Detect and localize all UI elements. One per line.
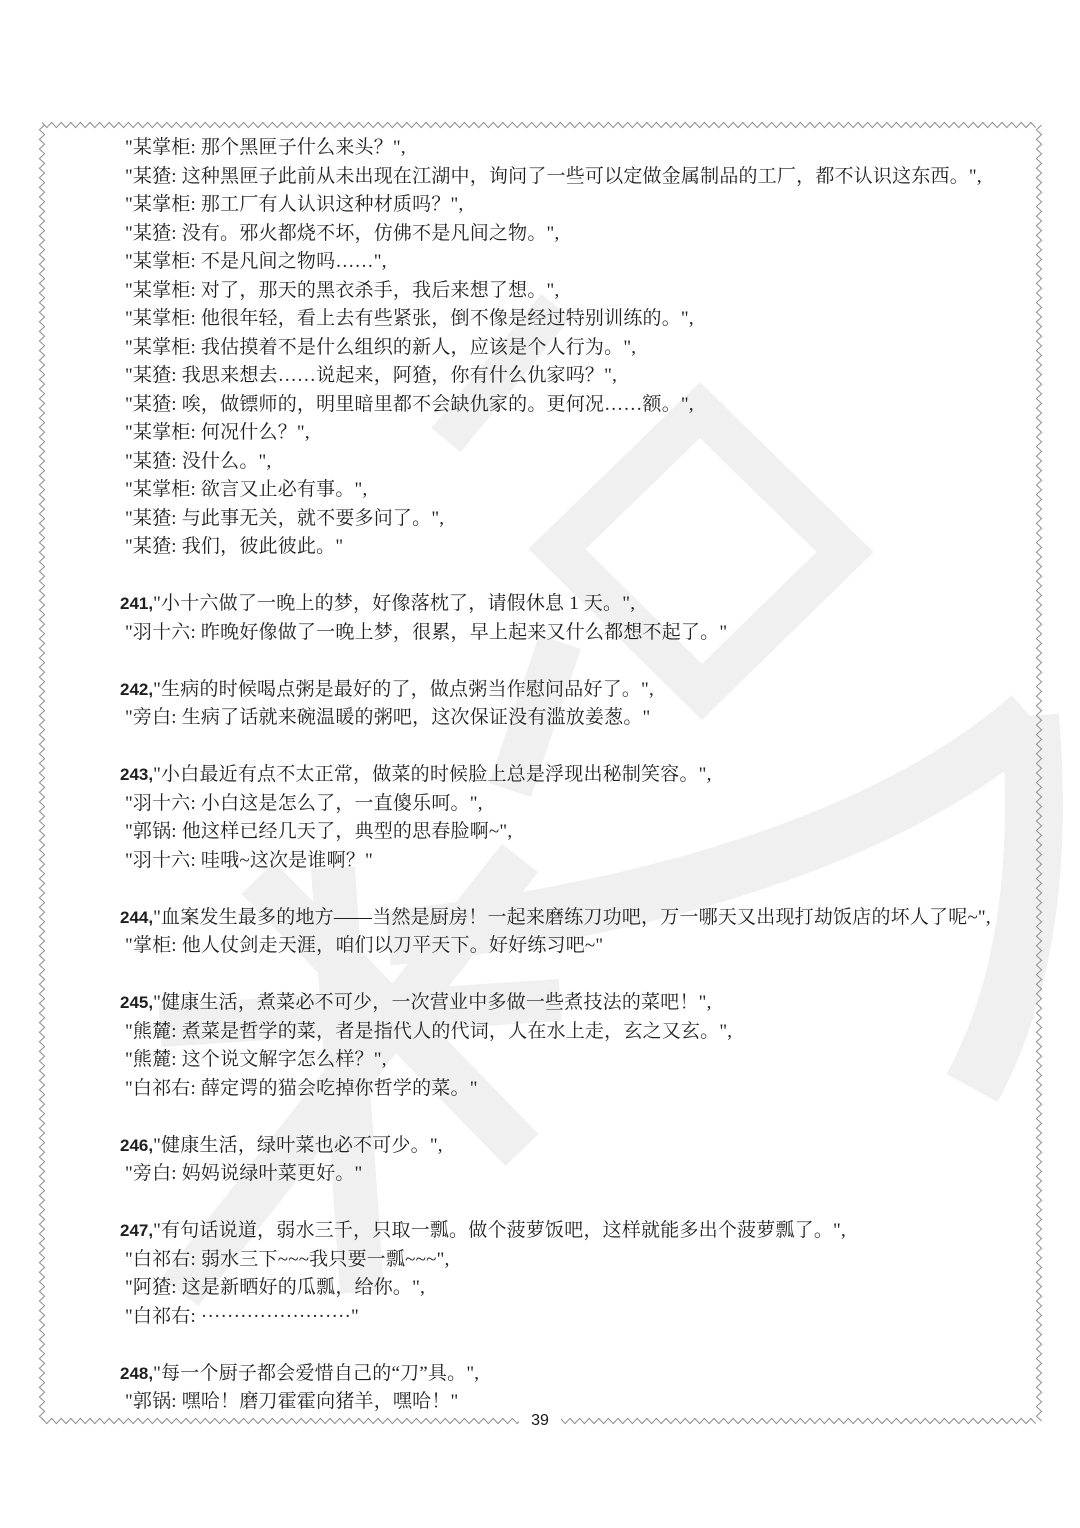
blank-line xyxy=(120,562,1020,591)
dialogue-line: "郭锅: 他这样已经几天了，典型的思春脸啊~", xyxy=(120,821,513,842)
entry-line: 242,"生病的时候喝点粥是最好的了，做点粥当作慰问品好了。", xyxy=(120,678,654,700)
blank-line xyxy=(120,1331,1020,1360)
entry-number: 243, xyxy=(120,765,154,784)
blank-line xyxy=(120,733,1020,762)
dialogue-line: "某猹: 我们，彼此彼此。" xyxy=(120,536,344,557)
dialogue-line: "某猹: 与此事无关，就不要多问了。", xyxy=(120,507,445,529)
entry-line: 245,"健康生活，煮菜必不可少，一次营业中多做一些煮技法的菜吧！", xyxy=(120,992,712,1013)
entry-line: 246,"健康生活，绿叶菜也必不可少。", xyxy=(120,1134,443,1156)
dialogue-line: "羽十六: 小白这是怎么了，一直傻乐呵。", xyxy=(120,792,483,814)
dialogue-line: "白祁右: 弱水三下~~~我只要一瓢~~~", xyxy=(120,1248,450,1270)
dialogue-line: "某掌柜: 他很年轻，看上去有些紧张，倒不像是经过特别训练的。", xyxy=(120,308,694,329)
entry-number: 246, xyxy=(120,1135,154,1155)
dialogue-line: "白祁右: 薛定谔的猫会吃掉你哲学的菜。" xyxy=(120,1077,478,1099)
dialogue-line: "熊麓: 这个说文解字怎么样？", xyxy=(120,1049,387,1070)
dialogue-line: "某掌柜: 何况什么？", xyxy=(120,422,310,443)
entry-number: 248, xyxy=(120,1363,154,1383)
dialogue-line: "羽十六: 昨晚好像做了一晚上梦，很累，早上起来又什么都想不起了。" xyxy=(120,621,728,643)
dialogue-line: "掌柜: 他人仗剑走天涯，咱们以刀平天下。好好练习吧~" xyxy=(120,935,604,956)
dialogue-line: "旁白: 妈妈说绿叶菜更好。" xyxy=(120,1163,363,1184)
dialogue-line: "某猹: 唉，做镖师的，明里暗里都不会缺仇家的。更何况……额。", xyxy=(120,393,694,415)
dialogue-line: "某掌柜: 欲言又止必有事。", xyxy=(120,479,368,500)
entry-line: 241,"小十六做了一晚上的梦，好像落枕了，请假休息 1 天。", xyxy=(120,593,636,614)
dialogue-line: "某掌柜: 那工厂有人认识这种材质吗？", xyxy=(120,194,464,215)
dialogue-line: "旁白: 生病了话就来碗温暖的粥吧，这次保证没有滥放姜葱。" xyxy=(120,707,651,728)
dialogue-line: "某猹: 这种黑匣子此前从未出现在江湖中，询问了一些可以定做金属制品的工厂，都不认识这东西。", xyxy=(120,165,982,187)
dialogue-line: "某掌柜: 不是凡间之物吗……", xyxy=(120,251,387,272)
entry-line: 244,"血案发生最多的地方——当然是厨房！一起来磨练刀功吧，万一哪天又出现打劫饭店的坏人了呢~", xyxy=(120,906,991,928)
blank-line xyxy=(120,1189,1020,1218)
dialogue-line: "某猹: 没有。邪火都烧不坏，仿佛不是凡间之物。", xyxy=(120,222,560,244)
blank-line xyxy=(120,1103,1020,1132)
dialogue-line: "熊麓: 煮菜是哲学的菜，者是指代人的代词，人在水上走，玄之又玄。", xyxy=(120,1020,733,1042)
dialogue-line: "某掌柜: 我估摸着不是什么组织的新人，应该是个人行为。", xyxy=(120,336,637,358)
dialogue-line: "郭锅: 嘿哈！磨刀霍霍向猪羊，嘿哈！" xyxy=(120,1391,459,1412)
blank-line xyxy=(120,647,1020,676)
blank-line xyxy=(120,961,1020,990)
entry-number: 242, xyxy=(120,679,154,699)
dialogue-line: "某掌柜: 那个黑匣子什么来头？", xyxy=(120,137,406,158)
dialogue-line: "某猹: 没什么。", xyxy=(120,450,272,472)
dialogue-line: "某猹: 我思来想去……说起来，阿猹，你有什么仇家吗？", xyxy=(120,365,618,386)
dialogue-line: "阿猹: 这是新晒好的瓜瓢，给你。", xyxy=(120,1277,426,1298)
page-number: 39 xyxy=(519,1409,561,1433)
entry-line: 248,"每一个厨子都会爱惜自己的“刀”具。", xyxy=(120,1362,480,1384)
entry-number: 245, xyxy=(120,993,154,1012)
entry-number: 241, xyxy=(120,594,154,613)
blank-line xyxy=(120,875,1020,904)
entry-number: 247, xyxy=(120,1221,154,1240)
dialogue-text xyxy=(120,134,1020,1417)
dialogue-line: "羽十六: 哇哦~这次是谁啊？" xyxy=(120,849,373,871)
dialogue-line: "某掌柜: 对了，那天的黑衣杀手，我后来想了想。", xyxy=(120,279,560,301)
dialogue-line: "白祁右: ·······················" xyxy=(120,1305,360,1327)
entry-line: 247,"有句话说道，弱水三千，只取一瓢。做个菠萝饭吧，这样就能多出个菠萝瓢了。", xyxy=(120,1220,846,1241)
entry-line: 243,"小白最近有点不太正常，做菜的时候脸上总是浮现出秘制笑容。", xyxy=(120,764,712,785)
entry-number: 244, xyxy=(120,907,154,927)
